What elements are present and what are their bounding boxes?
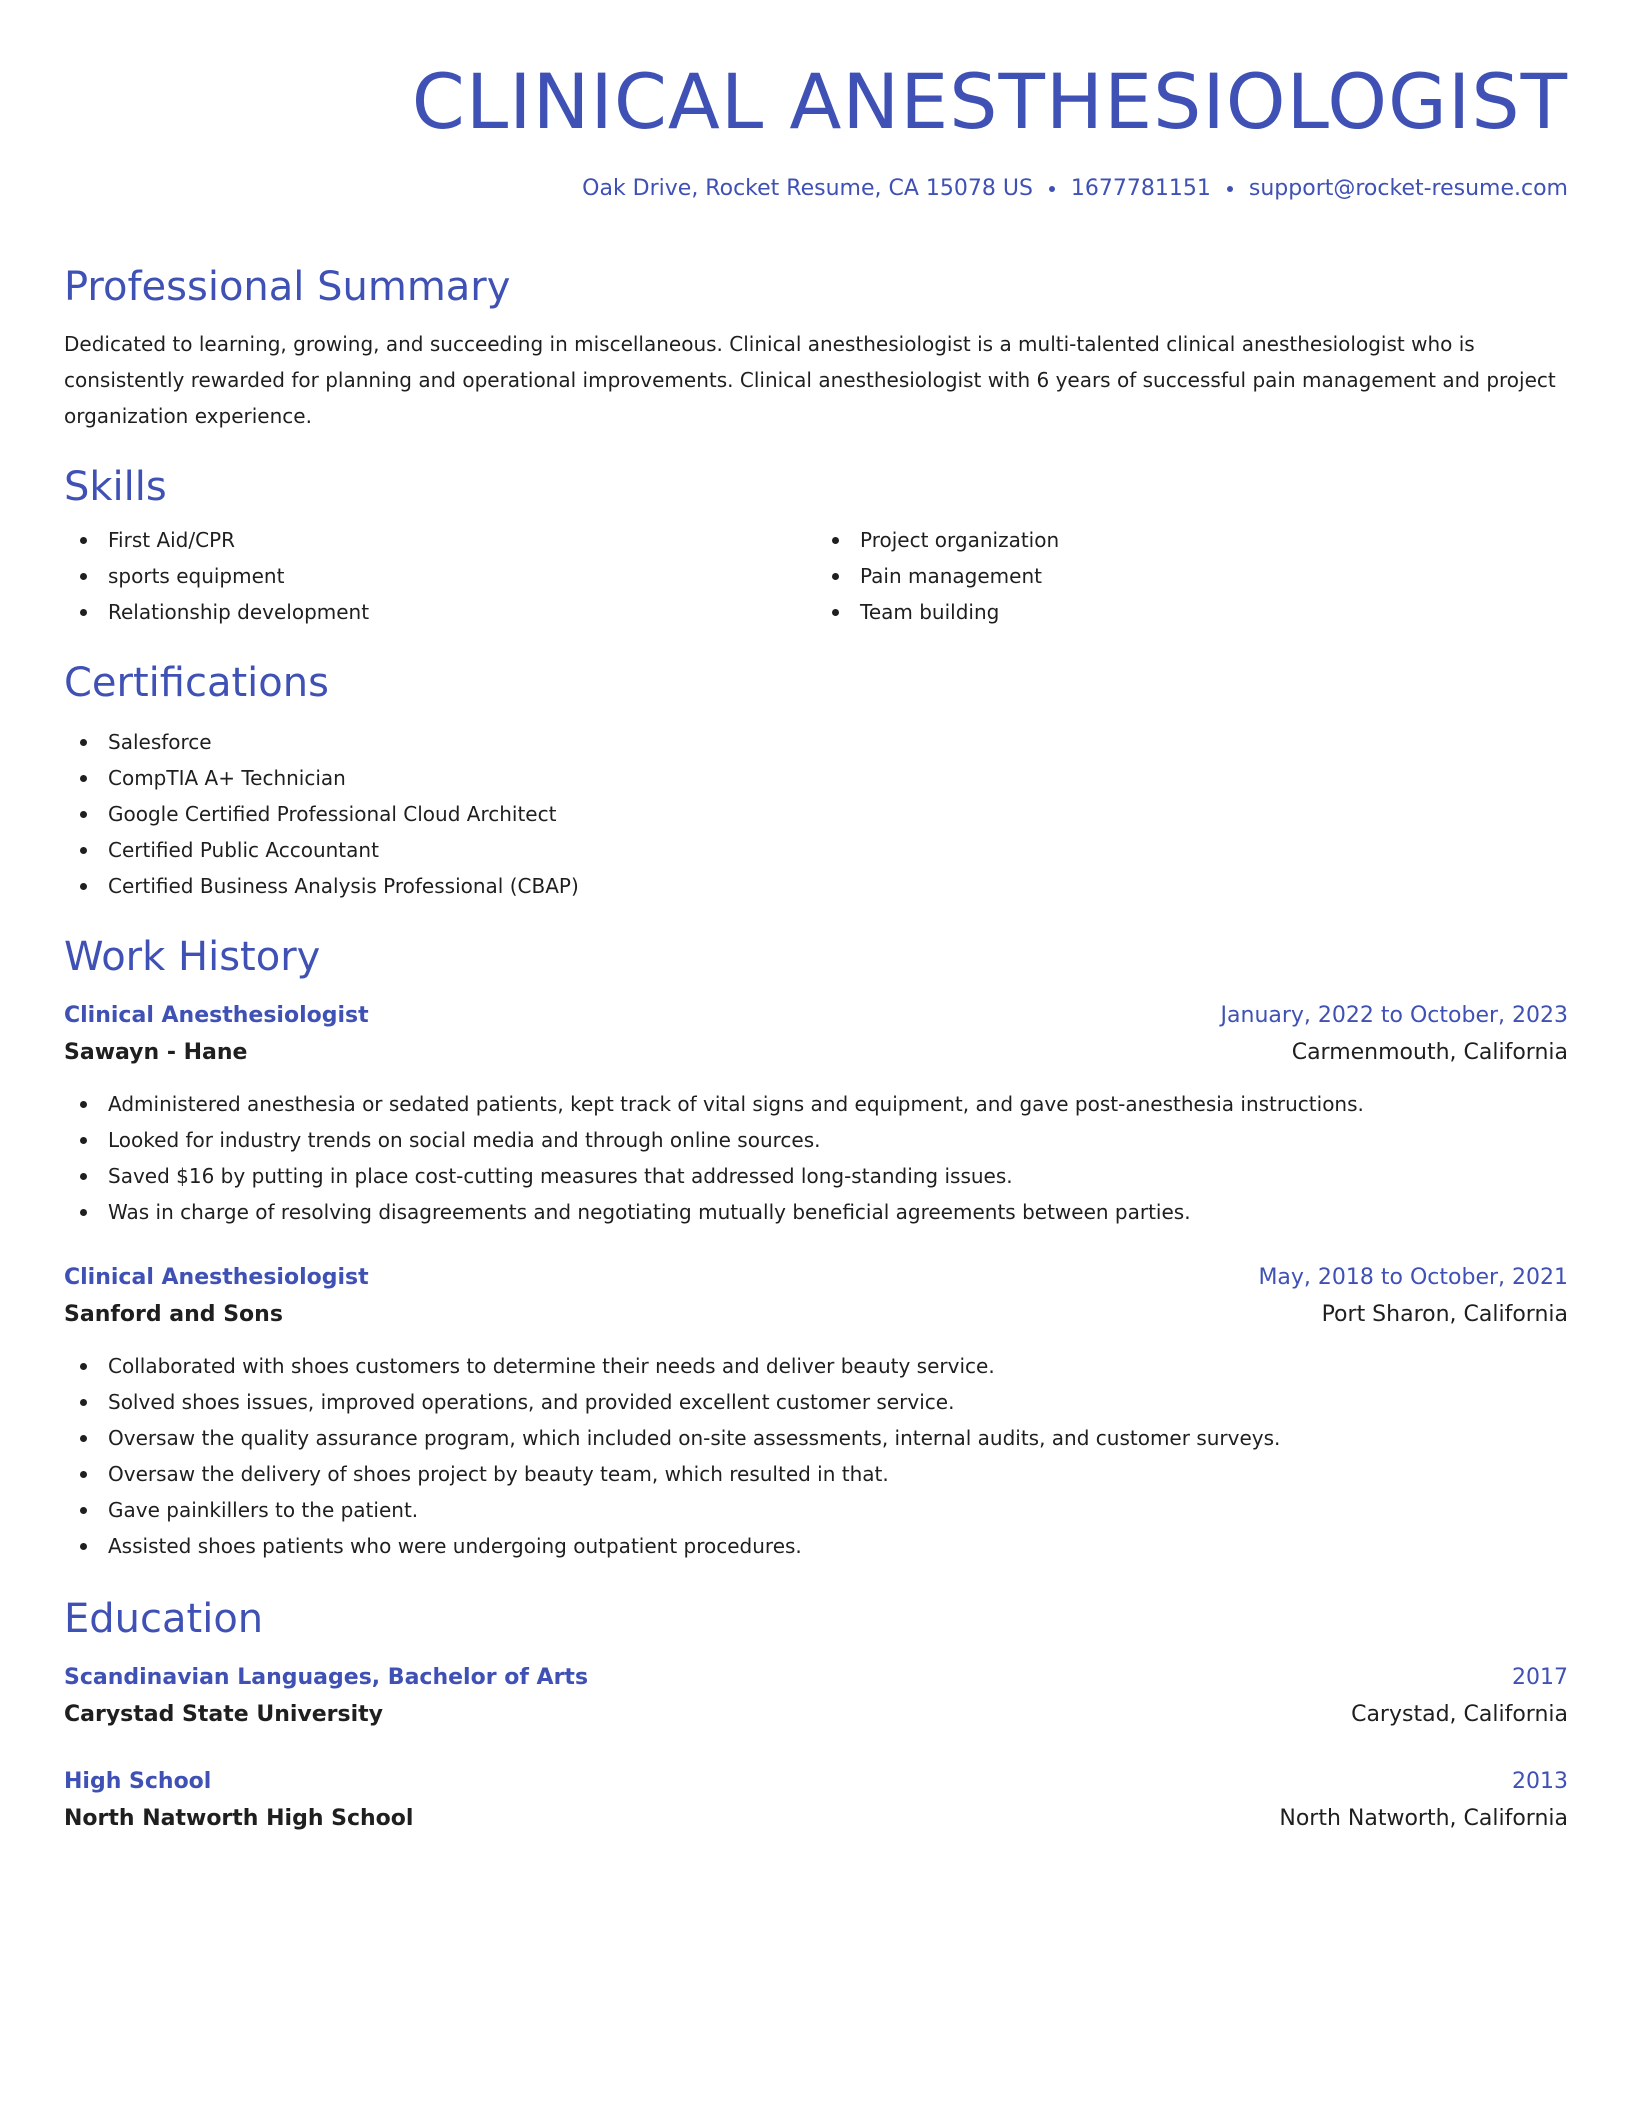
job-bullets [64, 1086, 1568, 1230]
job-location: Carmenmouth, California [1291, 1040, 1568, 1065]
job-entry [64, 1260, 1568, 1564]
section-work-history [64, 932, 1568, 1564]
contact-line [64, 174, 1568, 204]
education-year: 2017 [1512, 1665, 1568, 1690]
job-bullet: Looked for industry trends on social media and through online sources. [64, 1122, 1568, 1158]
certification-item: Salesforce [64, 724, 1568, 760]
job-entry [64, 998, 1568, 1230]
certification-list [64, 724, 1568, 904]
job-company: Sawayn - Hane [64, 1040, 248, 1065]
skill-item: Pain management [816, 558, 1568, 594]
education-degree: Scandinavian Languages, Bachelor of Arts [64, 1665, 589, 1690]
job-dates: January, 2022 to October, 2023 [1220, 1003, 1568, 1028]
section-skills [64, 462, 1568, 630]
contact-email: support@rocket-resume.com [1248, 176, 1568, 201]
section-professional-summary [64, 262, 1568, 434]
certification-item: Certified Business Analysis Professional (CBAP) [64, 868, 1568, 904]
section-heading: Work History [64, 934, 321, 980]
job-bullet: Solved shoes issues, improved operations, and provided excellent customer service. [64, 1384, 1568, 1420]
skills-columns [64, 522, 1568, 630]
skill-item: Project organization [816, 522, 1568, 558]
education-location: North Natworth, California [1279, 1806, 1568, 1831]
job-location: Port Sharon, California [1321, 1302, 1568, 1327]
skills-column-left [64, 522, 816, 630]
section-heading: Certifications [64, 660, 329, 706]
skill-item: Relationship development [64, 594, 816, 630]
skills-column-right [816, 522, 1568, 630]
education-location: Carystad, California [1351, 1702, 1568, 1727]
section-education [64, 1594, 1568, 1838]
job-bullet: Oversaw the delivery of shoes project by beauty team, which resulted in that. [64, 1456, 1568, 1492]
job-company: Sanford and Sons [64, 1302, 283, 1327]
education-entry [64, 1764, 1568, 1838]
job-bullet: Saved $16 by putting in place cost-cutting measures that addressed long-standing issues. [64, 1158, 1568, 1194]
education-school: North Natworth High School [64, 1806, 414, 1831]
job-bullet: Oversaw the quality assurance program, which included on-site assessments, internal audits, and customer surveys. [64, 1420, 1568, 1456]
education-entry [64, 1660, 1568, 1734]
job-title: Clinical Anesthesiologist [64, 1003, 369, 1028]
job-bullet: Was in charge of resolving disagreements and negotiating mutually beneficial agreements between parties. [64, 1194, 1568, 1230]
section-heading: Education [64, 1596, 264, 1642]
job-bullet: Assisted shoes patients who were undergoing outpatient procedures. [64, 1528, 1568, 1564]
job-bullet: Collaborated with shoes customers to determine their needs and deliver beauty service. [64, 1348, 1568, 1384]
bullet-separator [1049, 186, 1055, 192]
certification-item: Certified Public Accountant [64, 832, 1568, 868]
skill-item: Team building [816, 594, 1568, 630]
section-heading: Skills [64, 464, 167, 510]
section-heading: Professional Summary [64, 264, 511, 310]
summary-text: Dedicated to learning, growing, and succeeding in miscellaneous. Clinical anesthesiologist is a multi-talented clinical anesthesiologist who is consistently rewarded for planning and operational improvements. Clinical anesthesiologist with 6 years of successful pain management and project organization experience. [64, 332, 1556, 428]
education-year: 2013 [1512, 1769, 1568, 1794]
education-school: Carystad State University [64, 1702, 384, 1727]
job-bullets [64, 1348, 1568, 1564]
contact-phone: 1677781151 [1070, 176, 1211, 201]
skill-item: sports equipment [64, 558, 816, 594]
job-dates: May, 2018 to October, 2021 [1258, 1265, 1568, 1290]
job-title: Clinical Anesthesiologist [64, 1265, 369, 1290]
resume-title: CLINICAL ANESTHESIOLOGIST [411, 57, 1568, 146]
contact-address: Oak Drive, Rocket Resume, CA 15078 US [582, 176, 1033, 201]
bullet-separator [1227, 186, 1233, 192]
job-bullet: Administered anesthesia or sedated patients, kept track of vital signs and equipment, and gave post-anesthesia instructions. [64, 1086, 1568, 1122]
job-bullet: Gave painkillers to the patient. [64, 1492, 1568, 1528]
certification-item: CompTIA A+ Technician [64, 760, 1568, 796]
education-degree: High School [64, 1769, 212, 1794]
section-certifications [64, 658, 1568, 904]
skill-item: First Aid/CPR [64, 522, 816, 558]
resume-header [64, 52, 1568, 204]
certification-item: Google Certified Professional Cloud Architect [64, 796, 1568, 832]
